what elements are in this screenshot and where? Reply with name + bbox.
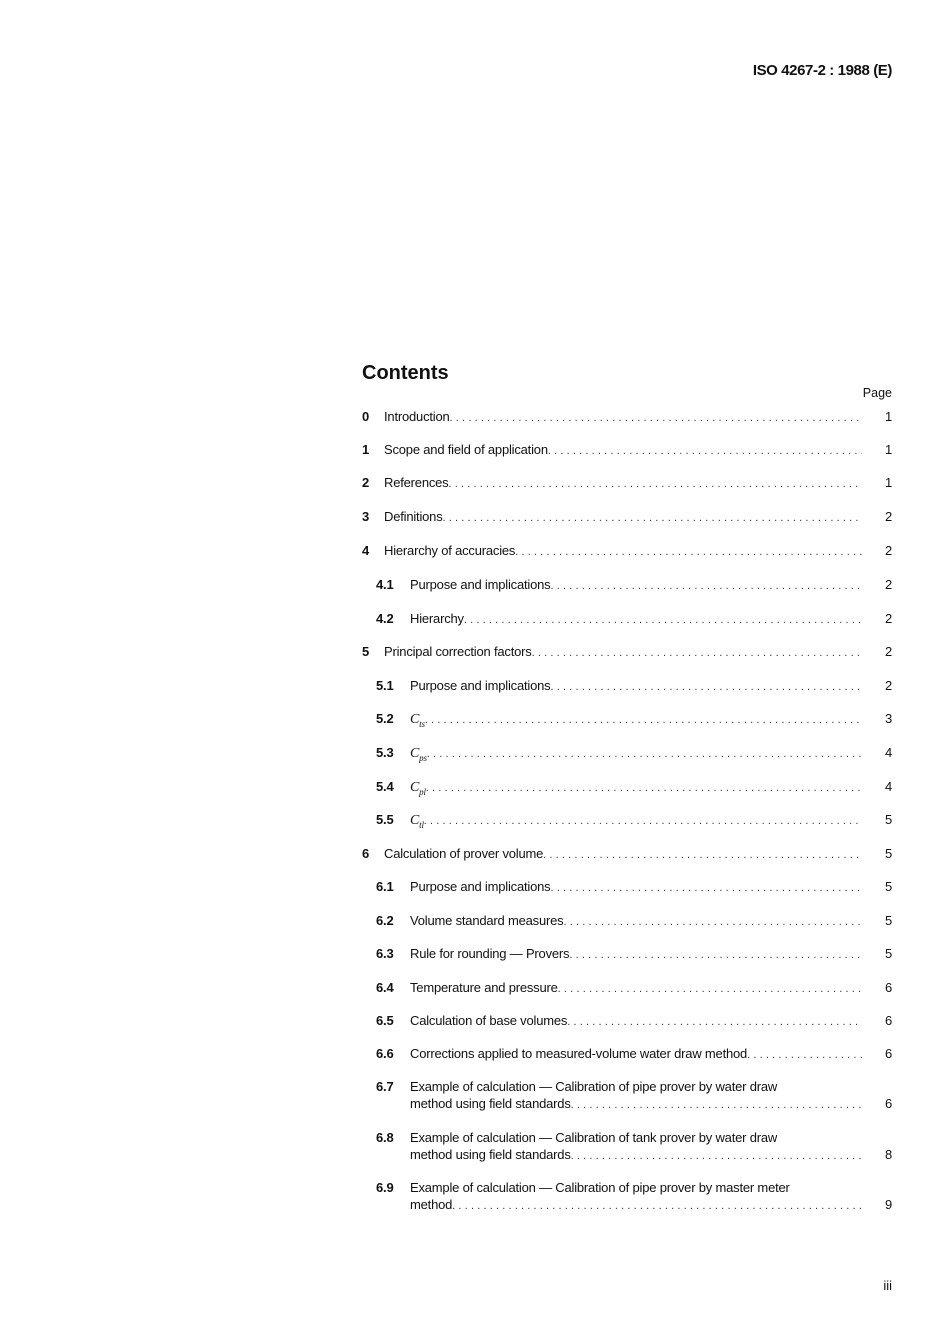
toc-entry-number: 5.5 (376, 812, 394, 827)
toc-entry-page: 2 (884, 543, 892, 558)
toc-entry-number: 4.1 (376, 577, 394, 592)
toc-entry[interactable] (362, 643, 892, 660)
toc-entry[interactable] (362, 710, 892, 727)
toc-entry-label: Calculation of base volumes (410, 1013, 568, 1028)
toc-entry-number: 6.7 (376, 1079, 394, 1094)
toc-entry-label: Volume standard measures (410, 913, 564, 928)
toc-entry-page: 2 (884, 678, 892, 693)
toc-entry[interactable] (362, 945, 892, 962)
toc-entry-label: Purpose and implications (410, 678, 551, 693)
toc-entry-label (410, 745, 427, 767)
toc-entry-label: Purpose and implications (410, 879, 551, 894)
toc-entry[interactable] (362, 508, 892, 525)
toc-entry-number: 5.1 (376, 678, 394, 693)
dot-leader (747, 1047, 862, 1064)
toc-entry-page: 6 (884, 1096, 892, 1111)
toc-entry-number: 6.9 (376, 1180, 394, 1195)
toc-entry-page: 2 (884, 611, 892, 626)
toc-entry-label-continued: method using field standards (410, 1147, 571, 1162)
toc-entry-number: 5.4 (376, 779, 394, 794)
symbol-subscript: ts (419, 718, 425, 729)
toc-entry[interactable] (362, 878, 892, 895)
toc-entry-label (410, 812, 424, 834)
toc-entry[interactable] (362, 744, 892, 761)
dot-leader (425, 712, 862, 729)
page-title: Contents (362, 362, 449, 384)
toc-entry[interactable] (362, 979, 892, 996)
toc-entry-label: Purpose and implications (410, 577, 551, 592)
toc-entry-label: Example of calculation — Calibration of tank prover by water draw (410, 1130, 778, 1145)
toc-entry-label (410, 711, 425, 733)
dot-leader (571, 1148, 862, 1165)
dot-leader (558, 981, 862, 998)
toc-entry[interactable] (362, 576, 892, 593)
toc-entry-page: 1 (884, 442, 892, 457)
dot-leader (550, 578, 862, 595)
toc-entry-number: 5 (362, 644, 370, 659)
toc-entry[interactable] (362, 677, 892, 694)
dot-leader (543, 847, 862, 864)
symbol-letter: C (410, 712, 420, 727)
toc-entry-page: 4 (884, 745, 892, 760)
toc-entry-label-continued: method (410, 1197, 453, 1212)
dot-leader (548, 443, 862, 460)
symbol-subscript: pl (419, 786, 426, 797)
dot-leader (424, 813, 862, 830)
toc-entry[interactable] (362, 474, 892, 491)
dot-leader (550, 679, 862, 696)
toc-entry-page: 5 (884, 812, 892, 827)
dot-leader (571, 1097, 862, 1114)
toc-entry-label: Principal correction factors (384, 644, 532, 659)
toc-entry-page: 9 (884, 1197, 892, 1212)
toc-entry-page: 5 (884, 913, 892, 928)
toc-entry-page: 2 (884, 644, 892, 659)
dot-leader (550, 880, 862, 897)
dot-leader (464, 612, 862, 629)
symbol-subscript: tl (419, 819, 424, 830)
toc-entry-number: 6.4 (376, 980, 394, 995)
toc-entry-label: Hierarchy (410, 611, 464, 626)
toc-entry-label: Temperature and pressure (410, 980, 558, 995)
toc-entry[interactable] (362, 542, 892, 559)
toc-entry-number: 1 (362, 442, 370, 457)
toc-entry-label: Example of calculation — Calibration of pipe prover by master meter (410, 1180, 790, 1195)
page-column-heading: Page (862, 386, 892, 400)
toc-entry-page: 2 (884, 509, 892, 524)
dot-leader (515, 544, 862, 561)
toc-entry-number: 5.3 (376, 745, 394, 760)
toc-entry-label-continued: method using field standards (410, 1096, 571, 1111)
toc-entry-page: 1 (884, 409, 892, 424)
toc-entry[interactable] (362, 1078, 892, 1112)
toc-entry-label: Definitions (384, 509, 443, 524)
toc-entry-number: 6.8 (376, 1130, 394, 1145)
toc-entry[interactable] (362, 811, 892, 828)
toc-entry[interactable] (362, 845, 892, 862)
toc-entry-number: 6.5 (376, 1013, 394, 1028)
standard-header: ISO 4267-2 : 1988 (E) (752, 62, 892, 79)
dot-leader (427, 746, 862, 763)
toc-entry-page: 6 (884, 980, 892, 995)
toc-entry-label: Calculation of prover volume (384, 846, 544, 861)
dot-leader (452, 1198, 862, 1215)
dot-leader (450, 410, 862, 427)
toc-entry-page: 2 (884, 577, 892, 592)
toc-entry-page: 6 (884, 1046, 892, 1061)
toc-entry-page: 5 (884, 879, 892, 894)
dot-leader (532, 645, 862, 662)
toc-entry-number: 4.2 (376, 611, 394, 626)
toc-entry-page: 4 (884, 779, 892, 794)
toc-entry-page: 5 (884, 946, 892, 961)
toc-entry-label: Rule for rounding — Provers (410, 946, 570, 961)
toc-entry-page: 6 (884, 1013, 892, 1028)
toc-entry-label: Scope and field of application (384, 442, 548, 457)
symbol-letter: C (410, 780, 420, 795)
dot-leader (443, 510, 863, 527)
dot-leader (569, 947, 862, 964)
page-folio: iii (883, 1278, 892, 1293)
toc-entry[interactable] (362, 1129, 892, 1163)
toc-entry-label: Introduction (384, 409, 450, 424)
toc-entry[interactable] (362, 610, 892, 627)
dot-leader (426, 780, 862, 797)
toc-entry-page: 1 (884, 475, 892, 490)
dot-leader (448, 476, 862, 493)
toc-entry-page: 8 (884, 1147, 892, 1162)
toc-entry[interactable] (362, 441, 892, 458)
symbol-subscript: ps (419, 752, 427, 763)
toc-entry-page: 5 (884, 846, 892, 861)
toc-entry-number: 0 (362, 409, 370, 424)
toc-entry-number: 6 (362, 846, 370, 861)
toc-entry[interactable] (362, 1012, 892, 1029)
toc-entry[interactable] (362, 778, 892, 795)
toc-entry[interactable] (362, 408, 892, 425)
dot-leader (567, 1014, 862, 1031)
toc-entry-number: 3 (362, 509, 370, 524)
toc-entry[interactable] (362, 1045, 892, 1062)
toc-entry-label (410, 779, 426, 801)
toc-entry[interactable] (362, 1179, 892, 1213)
toc-entry-label: References (384, 475, 449, 490)
toc-entry-label: Corrections applied to measured-volume water draw method (410, 1046, 748, 1061)
toc-entry-number: 4 (362, 543, 370, 558)
toc-entry-number: 6.3 (376, 946, 394, 961)
symbol-letter: C (410, 813, 420, 828)
dot-leader (563, 914, 862, 931)
toc-entry[interactable] (362, 912, 892, 929)
toc-entry-number: 6.2 (376, 913, 394, 928)
toc-entry-number: 2 (362, 475, 370, 490)
toc-entry-page: 3 (884, 711, 892, 726)
toc-entry-number: 6.1 (376, 879, 394, 894)
symbol-letter: C (410, 746, 420, 761)
toc-entry-number: 5.2 (376, 711, 394, 726)
toc-entry-label: Hierarchy of accuracies (384, 543, 516, 558)
toc-entry-label: Example of calculation — Calibration of pipe prover by water draw (410, 1079, 778, 1094)
toc-entry-number: 6.6 (376, 1046, 394, 1061)
